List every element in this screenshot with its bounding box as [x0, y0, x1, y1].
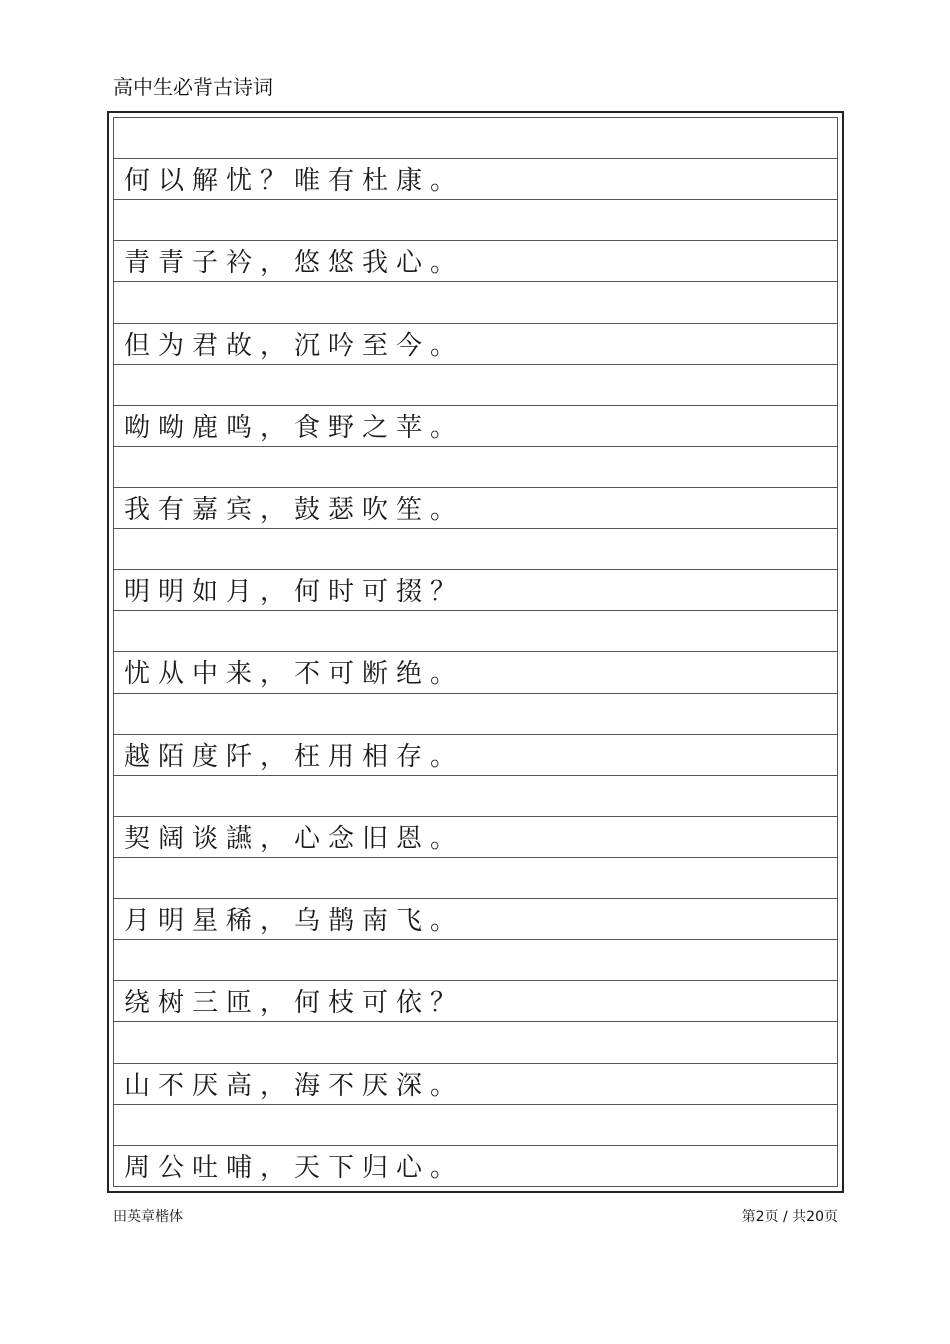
ruled-line: [114, 611, 837, 652]
ruled-line: [114, 118, 837, 159]
writing-frame: [107, 111, 844, 1193]
ruled-line: [114, 1105, 837, 1146]
line-text: 何以解忧？唯有杜康。: [124, 166, 465, 197]
line-text: 呦呦鹿鸣，食野之苹。: [124, 412, 465, 443]
ruled-line: [114, 694, 837, 735]
line-text: [114, 218, 124, 222]
ruled-line: [114, 899, 837, 940]
line-text: [114, 547, 124, 551]
ruled-line: [114, 940, 837, 981]
ruled-lines: [113, 117, 838, 1187]
line-text: 周公吐哺，天下归心。: [124, 1152, 465, 1183]
ruled-line: [114, 529, 837, 570]
ruled-line: [114, 1146, 837, 1186]
ruled-line: [114, 159, 837, 200]
page-title: 高中生必背古诗词: [113, 75, 273, 99]
line-text: [114, 383, 124, 387]
ruled-line: [114, 570, 837, 611]
line-text: [114, 465, 124, 469]
line-text: 契阔谈讌，心念旧恩。: [124, 823, 465, 854]
line-text: 月明星稀，乌鹊南飞。: [124, 906, 465, 937]
ruled-line: [114, 200, 837, 241]
ruled-line: [114, 735, 837, 776]
ruled-line: [114, 447, 837, 488]
ruled-line: [114, 406, 837, 447]
line-text: 明明如月，何时可掇？: [124, 577, 465, 608]
line-text: [114, 629, 124, 633]
line-text: 青青子衿，悠悠我心。: [124, 248, 465, 279]
line-text: 我有嘉宾，鼓瑟吹笙。: [124, 495, 465, 526]
ruled-line: [114, 981, 837, 1022]
ruled-line: [114, 1022, 837, 1063]
ruled-line: [114, 241, 837, 282]
ruled-line: [114, 858, 837, 899]
line-text: [114, 300, 124, 304]
ruled-line: [114, 652, 837, 693]
ruled-line: [114, 776, 837, 817]
line-text: [114, 136, 124, 140]
ruled-line: [114, 1064, 837, 1105]
line-text: [114, 876, 124, 880]
line-text: 忧从中来，不可断绝。: [124, 659, 465, 690]
line-text: [114, 958, 124, 962]
line-text: [114, 794, 124, 798]
ruled-line: [114, 365, 837, 406]
ruled-line: [114, 282, 837, 323]
font-name-label: 田英章楷体: [113, 1209, 183, 1225]
line-text: 但为君故，沉吟至今。: [124, 330, 465, 361]
line-text: [114, 1123, 124, 1127]
ruled-line: [114, 488, 837, 529]
ruled-line: [114, 817, 837, 858]
page-number: 第2页 / 共20页: [741, 1209, 838, 1225]
line-text: 绕树三匝，何枝可依？: [124, 988, 465, 1019]
line-text: [114, 1040, 124, 1044]
line-text: 山不厌高，海不厌深。: [124, 1070, 465, 1101]
ruled-line: [114, 324, 837, 365]
line-text: 越陌度阡，枉用相存。: [124, 741, 465, 772]
line-text: [114, 712, 124, 716]
